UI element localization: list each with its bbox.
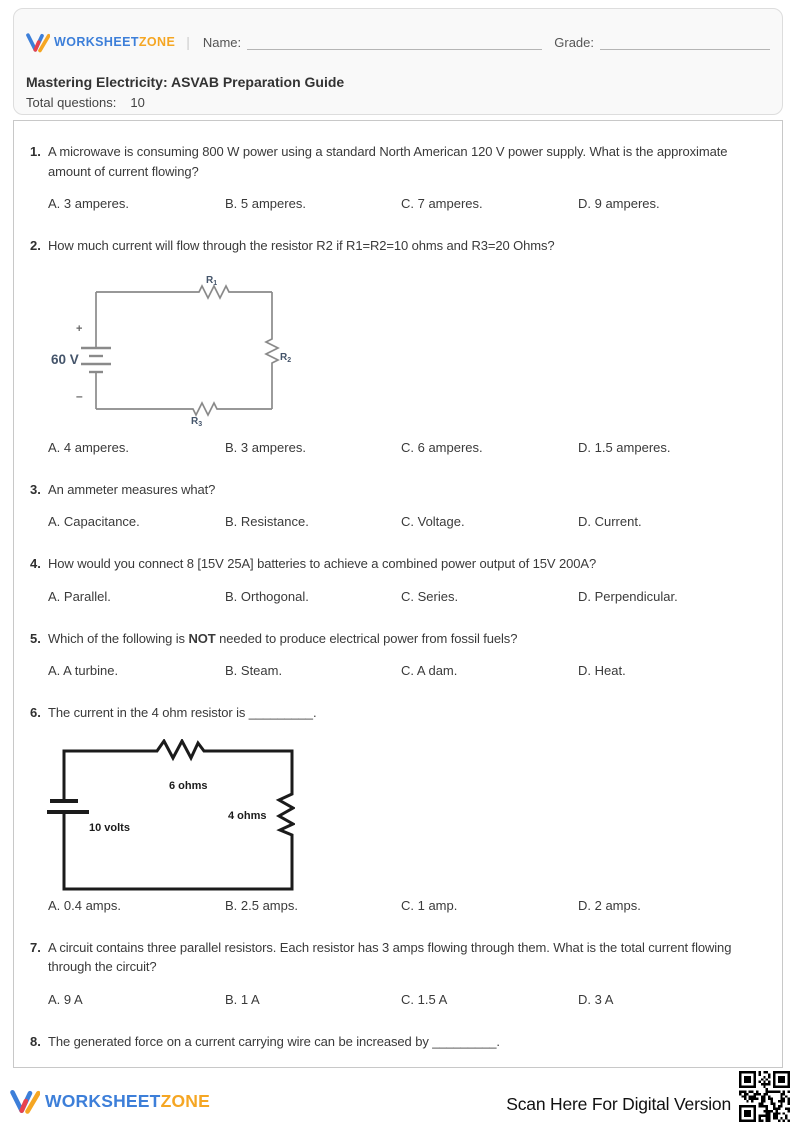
option-a: A. 9 A [48,991,83,1007]
battery-plus-sign: + [76,322,83,335]
question-text: A circuit contains three parallel resistors. Each resistor has 3 amps flowing through them. What is the total current flowing through the circuit? [48,939,732,974]
grade-label: Grade: [554,34,594,50]
resistor-r1-label: $R_1$ [206,274,218,287]
circuit-diagram-q2 [49,271,768,438]
option-c: C. 1.5 A [401,991,448,1007]
total-questions-value: 10 [130,95,145,110]
question-text: A microwave is consuming 800 W power using a standard North American 120 V power supply. What is the approximate amount of current flowing? [48,144,728,179]
question-number: 8. [30,1033,41,1049]
option-a: A. Parallel. [48,588,111,604]
option-d: D. Current. [578,514,642,529]
logo-wordmark [45,1091,210,1112]
logo-text-zone: ZONE [138,35,176,49]
question-number: 4. [30,556,41,571]
question-number: 2. [30,238,41,253]
question-8 [30,1032,768,1052]
option-b: B. 3 amperes. [225,439,306,455]
option-c: C. 1 amp. [401,897,458,913]
question-options [48,589,768,604]
grade-input-line[interactable] [600,35,770,50]
question-text: Which of the following is NOT needed to produce electrical power from fossil fuels? [48,630,518,646]
question-text: How would you connect 8 [15V 25A] batteries to achieve a combined power output of 15V 200A? [48,556,597,571]
logo-text-worksheet: WORKSHEET [45,1091,161,1111]
bold-not: NOT [188,630,216,646]
name-label: Name: [202,34,242,50]
top-resistor-label: 6 ohms [169,779,208,792]
option-a: A. 0.4 amps. [48,897,121,913]
option-c: C. Series. [401,588,459,604]
option-d: D. Perpendicular. [578,588,678,604]
right-resistor-label: 4 ohms [228,809,267,822]
header-row [26,30,770,54]
option-c: C. 6 amperes. [401,439,483,455]
name-input-line[interactable] [247,35,542,50]
option-c: C. Voltage. [401,514,465,529]
worksheetzone-logo [26,32,175,53]
question-number: 6. [30,705,41,720]
option-c: C. A dam. [401,663,458,678]
total-questions-label: Total questions: [26,95,117,110]
circuit-diagram-q6 [47,739,768,898]
worksheet-title: Mastering Electricity: ASVAB Preparation Guide [26,74,345,90]
question-7 [30,938,768,1007]
header-card [13,8,783,115]
question-number: 5. [30,630,41,646]
questions-box [13,120,783,1068]
option-b: B. Resistance. [225,514,309,529]
question-options [48,992,768,1007]
question-2 [30,236,768,455]
question-options [48,514,768,529]
question-number: 3. [30,481,41,497]
option-a: A. 3 amperes. [48,196,129,211]
option-d: D. 9 amperes. [578,196,660,211]
logo-w-icon [26,32,50,53]
option-d: D. 3 A [578,991,614,1007]
questions-list [14,121,782,1051]
question-text: An ammeter measures what? [48,481,216,497]
logo-text-zone: ZONE [160,1091,210,1111]
question-text: How much current will flow through the resistor R2 if R1=R2=10 ohms and R3=20 Ohms? [48,238,555,253]
question-options [48,440,768,455]
question-1 [30,142,768,211]
battery-voltage-label: 60 V [51,351,79,367]
question-text: The current in the 4 ohm resistor is _________. [48,705,317,720]
question-3 [30,480,768,530]
option-a: A. 4 amperes. [48,439,129,455]
battery-label: 10 volts [89,821,130,834]
option-b: B. 2.5 amps. [225,897,298,913]
footer-logo [10,1089,210,1114]
option-d: D. 2 amps. [578,897,641,913]
circuit-q6-svg [47,739,295,893]
question-number: 7. [30,939,41,955]
question-number: 1. [30,144,41,159]
option-b: B. Orthogonal. [225,588,309,604]
scan-here-label: Scan Here For Digital Version [506,1094,731,1114]
resistor-r3-label: $R_3$ [191,415,203,428]
option-d: D. Heat. [578,663,626,678]
option-b: B. Steam. [225,663,283,678]
logo-w-icon [10,1089,40,1114]
total-questions [26,95,145,110]
question-6 [30,703,768,913]
circuit-q2-svg [49,271,301,433]
option-d: D. 1.5 amperes. [578,439,671,455]
question-options [48,196,768,211]
option-c: C. 7 amperes. [401,196,483,211]
option-a: A. A turbine. [48,663,119,678]
question-5 [30,629,768,679]
logo-text-worksheet: WORKSHEET [54,35,139,49]
question-4 [30,554,768,604]
question-text: The generated force on a current carrying wire can be increased by _________. [48,1033,500,1049]
qr-code [739,1071,790,1122]
option-a: A. Capacitance. [48,514,140,529]
resistor-r2-label: $R_2$ [280,351,292,364]
battery-minus-sign: – [76,388,83,403]
option-b: B. 5 amperes. [225,196,306,211]
question-options [48,898,768,913]
question-options [48,663,768,678]
logo-wordmark [54,35,175,49]
header-divider: | [186,34,190,50]
option-b: B. 1 A [225,991,260,1007]
